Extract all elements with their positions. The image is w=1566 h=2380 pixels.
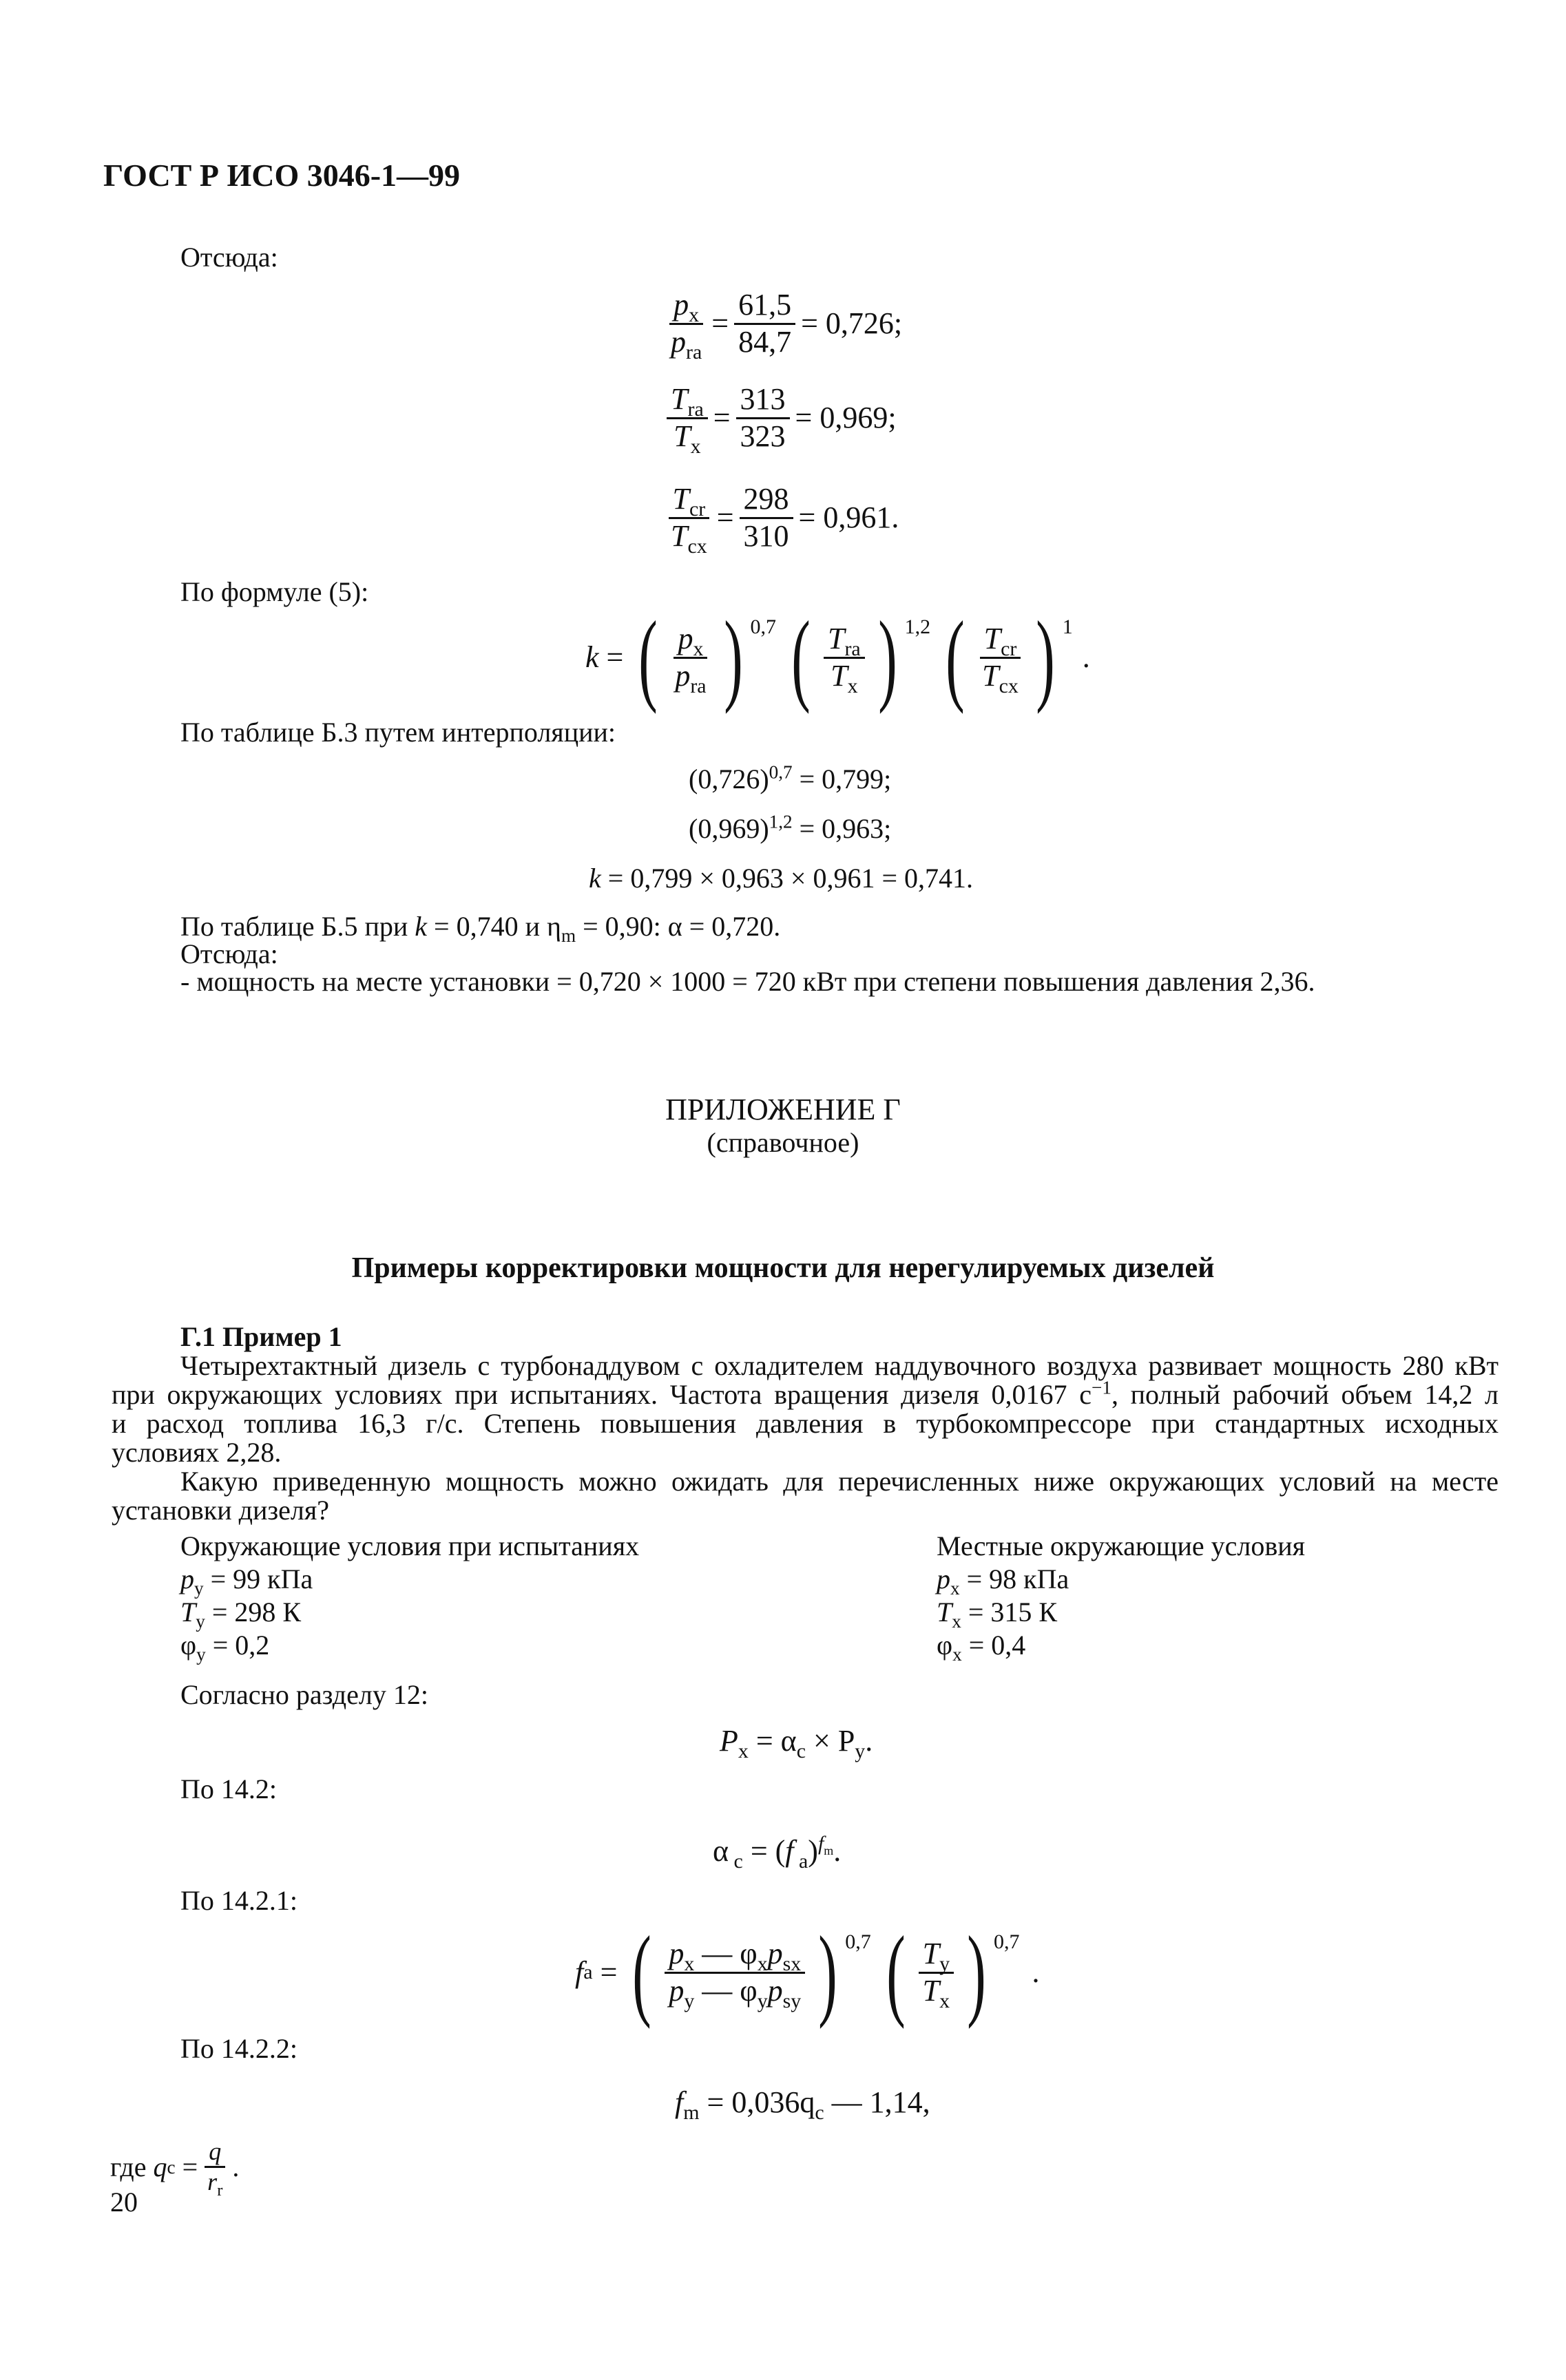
fraction: $\frac{T_{cr}}{T_{cx}}$	[667, 482, 711, 554]
example1-heading: Г.1 Пример 1	[180, 1321, 342, 1352]
ratio-t-value: 0,969;	[819, 401, 897, 435]
site-phix: $\varphi_x = 0,4$	[937, 1630, 1026, 1665]
para1-line2: при окружающих условиях при испытаниях. Частота вращения дизеля 0,0167 $с^{-1}$, полный рабочий объем 14,2 л	[112, 1377, 1499, 1410]
appendix-subtitle: (справочное)	[707, 1127, 859, 1158]
interp-line-1: $(0,726)^{0,7} = 0,799$;	[689, 761, 892, 794]
ratio-t-numerator: 313	[736, 382, 790, 419]
hence-label: Отсюда:	[180, 242, 278, 273]
site-conditions-column	[937, 1530, 1306, 1665]
ratio-c-equation: $\frac{T_{cr}}{T_{cx}}$ = $\frac{298}{310}$ = 0,961.	[661, 482, 899, 554]
fraction: $\frac{p_x}{p_{ra}}$	[671, 288, 702, 364]
interp-line-2: $(0,969)^{1,2} = 0,963$;	[689, 811, 892, 844]
k-result: k = 0,799 × 0,963 × 0,961 = 0,741.	[589, 863, 973, 894]
test-py: $p_y = 99$ кПа	[180, 1563, 313, 1599]
alpha-c-formula: α $_c$ = (f $_a$)$^{f_m}$.	[713, 1832, 842, 1873]
fraction	[734, 288, 795, 359]
ratio-c-denominator: 310	[743, 518, 789, 553]
section12-label: Согласно разделу 12:	[180, 1679, 428, 1710]
ratio-c-numerator: 298	[740, 482, 793, 519]
fm-formula: $f_m = 0,036q_c$ — 1,14,	[675, 2085, 930, 2124]
site-px: $p_x = 98$ кПа	[937, 1563, 1069, 1599]
k-formula: k = ( $\frac{p_x}{p_{ra}}$ ) $^{0,7}$ ( $\frac{T_{ra}}{T_x}$ ) $^{1,2}$ ( $\frac{T_{cr}}{T_{cx}}$ ) $^1$ .	[585, 600, 1090, 715]
test-ty: $T_y = 298$ К	[180, 1597, 302, 1632]
ratio-p-numerator: 61,5	[734, 288, 795, 325]
ratio-t-equation: $\frac{T_{ra}}{T_x}$ = $\frac{313}{323}$ = 0,969;	[661, 382, 897, 454]
ratio-c-value: 0,961.	[823, 501, 899, 535]
test-conditions-title: Окружающие условия при испытаниях	[180, 1530, 640, 1561]
appendix-heading: Примеры корректировки мощности для нерегулируемых дизелей	[351, 1252, 1215, 1284]
appendix-title: ПРИЛОЖЕНИЕ Г	[665, 1093, 901, 1126]
table-b3-label: По таблице Б.3 путем интерполяции:	[180, 717, 616, 748]
ratio-t-denominator: 323	[740, 419, 786, 453]
ratio-p-value: 0,726;	[825, 306, 903, 341]
document-header: ГОСТ Р ИСО 3046-1—99	[103, 158, 461, 193]
ratio-p-equation: $\frac{p_x}{p_{ra}}$ = $\frac{61,5}{84,7}$ = 0,726;	[661, 288, 902, 359]
site-conditions-title: Местные окружающие условия	[937, 1530, 1306, 1561]
test-conditions-column	[180, 1530, 640, 1665]
hence-label-2: Отсюда:	[180, 938, 278, 969]
site-tx: $T_x = 315$ К	[937, 1597, 1058, 1632]
ref-14-2: По 14.2:	[180, 1773, 277, 1804]
formula5-label: По формуле (5):	[180, 576, 369, 607]
ref-14-2-1: По 14.2.1:	[180, 1885, 297, 1916]
ref-14-2-2: По 14.2.2:	[180, 2033, 297, 2064]
where-qc-line: где q c = $\frac{q}{r_r}$ .	[110, 2138, 240, 2200]
fraction: $\frac{T_{ra}}{T_x}$	[667, 382, 708, 454]
para1-line4: условиях 2,28.	[112, 1437, 282, 1468]
px-formula: $P_x = \alpha_c \times P_y$.	[720, 1724, 873, 1762]
test-phiy: $\varphi_y = 0,2$	[180, 1630, 270, 1665]
para2-line1: Какую приведенную мощность можно ожидать для перечисленных ниже окружающих условий на месте	[180, 1466, 1499, 1497]
fraction	[736, 382, 790, 454]
fraction	[740, 482, 793, 554]
table-b5-line: По таблице Б.5 при k = 0,740 и $\eta_m = 0,90$: α = 0,720.	[180, 911, 781, 946]
fa-formula: f a = ( $\frac{p_x — \varphi_xp_{sx}}{p_y — \varphi_yp_{sy}}$ ) $^{0,7}$ ( $\frac{T_y}{T_x}$ ) $^{0,7}$ .	[575, 1915, 1040, 2030]
para1-line3: и расход топлива 16,3 г/с. Степень повышения давления в турбокомпрессоре при стандартных исходных	[112, 1408, 1499, 1439]
ratio-p-denominator: 84,7	[738, 324, 792, 359]
para1-line1: Четырехтактный дизель с турбонаддувом с охладителем наддувочного воздуха развивает мощность 280 кВт	[180, 1350, 1499, 1381]
page-number: 20	[110, 2187, 138, 2218]
power-result-line: - мощность на месте установки = 0,720 × 1000 = 720 кВт при степени повышения давления 2,36.	[180, 966, 1315, 997]
para2-line2: установки дизеля?	[112, 1495, 330, 1526]
